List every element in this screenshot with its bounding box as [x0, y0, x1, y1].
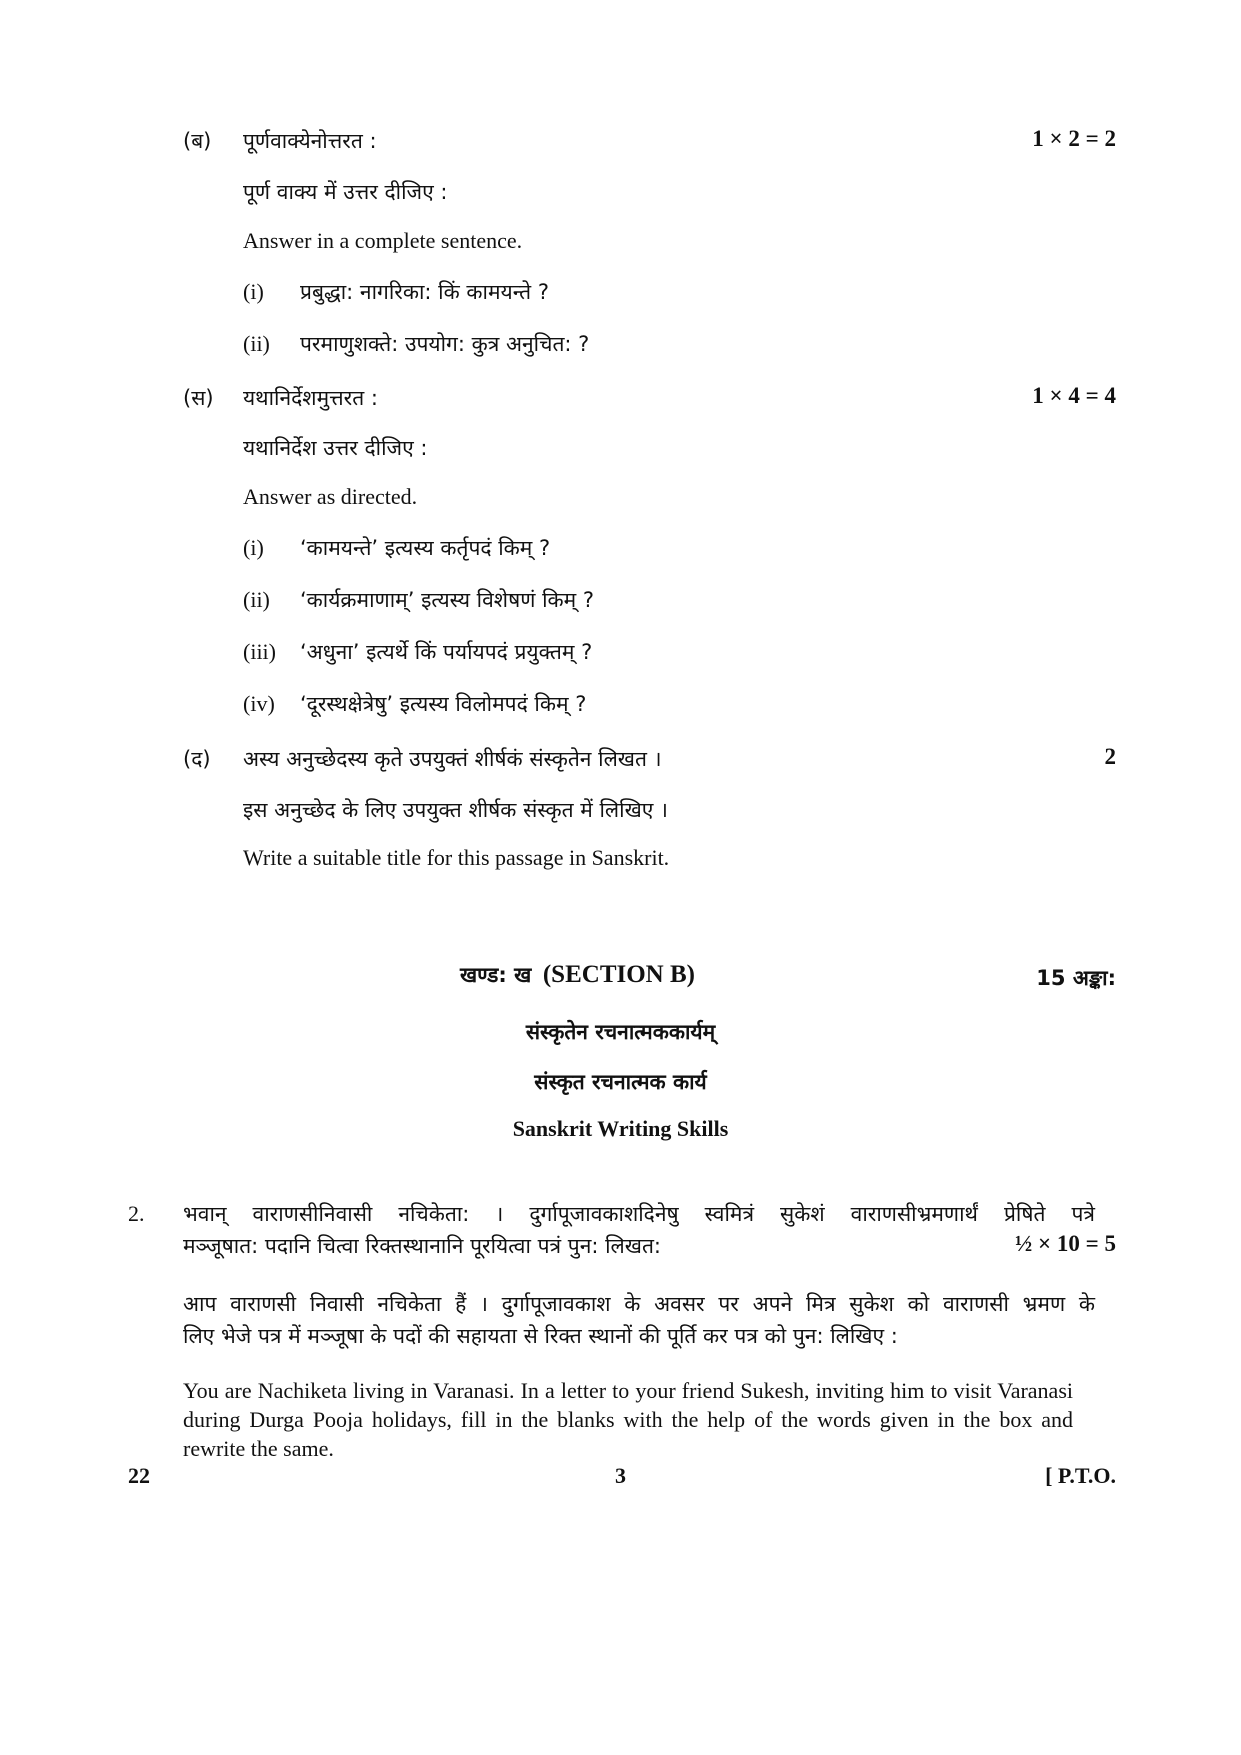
part-d-english-instruction: Write a suitable title for this passage in Sanskrit.: [243, 845, 670, 870]
part-c-marks: 1 × 4 = 4: [1032, 383, 1116, 408]
part-c-item-number: (ii): [243, 587, 270, 612]
question-sanskrit-line-2: मञ्जूषात: पदानि चित्वा रिक्तस्थानानि पूरयित्वा पत्रं पुन: लिखत:: [183, 1234, 661, 1258]
part-c-item-number: (i): [243, 535, 264, 560]
section-b-title-english: (SECTION B): [542, 961, 695, 988]
part-b-marks: 1 × 2 = 2: [1032, 126, 1116, 151]
section-b-subtitle-english: Sanskrit Writing Skills: [512, 1116, 729, 1141]
question-marks: ½ × 10 = 5: [1015, 1231, 1116, 1256]
page-number: 3: [615, 1463, 626, 1488]
part-b-item-number: (i): [243, 279, 264, 304]
part-c-item-number: (iii): [243, 639, 276, 664]
question-hindi-line-1: आप वाराणसी निवासी नचिकेता हैं । दुर्गापूजावकाश के अवसर पर अपने मित्र सुकेश को वाराणसी भ्रमण के: [183, 1292, 1095, 1316]
part-b-label: (ब): [183, 129, 212, 153]
part-b-item-text: परमाणुशक्ते: उपयोग: कुत्र अनुचित: ?: [300, 332, 590, 356]
part-b-english-instruction: Answer in a complete sentence.: [243, 228, 523, 253]
question-number: 2.: [128, 1201, 145, 1226]
part-b-heading: पूर्णवाक्येनोत्तरत :: [243, 129, 377, 153]
part-d-label: (द): [183, 747, 211, 771]
part-c-item-text: ‘दूरस्थक्षेत्रेषु’ इत्यस्य विलोमपदं किम् ?: [300, 692, 587, 716]
section-b-title-devanagari: खण्ड: ख: [460, 963, 532, 987]
part-c-item-text: ‘कार्यक्रमाणाम्’ इत्यस्य विशेषणं किम् ?: [300, 588, 595, 612]
question-hindi-line-2: लिए भेजे पत्र में मञ्जूषा के पदों की सहायता से रिक्त स्थानों की पूर्ति कर पत्र को पुन: लिखिए :: [183, 1324, 898, 1348]
part-c-item-text: ‘अधुना’ इत्यर्थे किं पर्यायपदं प्रयुक्तम् ?: [300, 640, 593, 664]
part-d-hindi-instruction: इस अनुच्छेद के लिए उपयुक्त शीर्षक संस्कृत में लिखिए ।: [243, 798, 669, 822]
footer-code: 22: [128, 1463, 150, 1488]
part-b-item-number: (ii): [243, 331, 270, 356]
part-c-hindi-instruction: यथानिर्देश उत्तर दीजिए :: [243, 436, 428, 460]
part-c-english-instruction: Answer as directed.: [243, 484, 418, 509]
pto-label: [ P.T.O.: [1045, 1463, 1116, 1488]
part-c-label: (स): [183, 386, 214, 410]
part-c-item-text: ‘कामयन्ते’ इत्यस्य कर्तृपदं किम् ?: [300, 536, 551, 560]
part-c-heading: यथानिर्देशमुत्तरत :: [243, 386, 378, 410]
section-b-marks: 15 अङ्का:: [1036, 966, 1116, 990]
section-b-title: [460, 961, 695, 989]
part-d-marks: 2: [1104, 744, 1116, 769]
part-b-hindi-instruction: पूर्ण वाक्य में उत्तर दीजिए :: [243, 180, 448, 204]
question-english-instruction: You are Nachiketa living in Varanasi. In a letter to your friend Sukesh, inviting him to visit Varanasi during Durga Pooja holidays, fill in the blanks with the help of the words given in the box and rewrite the same.: [183, 1378, 1073, 1461]
section-b-subtitle-hindi: संस्कृत रचनात्मक कार्य: [534, 1070, 707, 1094]
part-b-item-text: प्रबुद्धा: नागरिका: किं कामयन्ते ?: [300, 280, 549, 304]
question-sanskrit-line-1: भवान् वाराणसीनिवासी नचिकेता: । दुर्गापूजावकाशदिनेषु स्वमित्रं सुकेशं वाराणसीभ्रमणार्थं प्रेषिते पत्रे: [183, 1202, 1095, 1226]
part-d-heading: अस्य अनुच्छेदस्य कृते उपयुक्तं शीर्षकं संस्कृतेन लिखत ।: [243, 747, 662, 771]
part-c-item-number: (iv): [243, 691, 275, 716]
section-b-subtitle-sanskrit: संस्कृतेन रचनात्मककार्यम्: [525, 1020, 716, 1044]
